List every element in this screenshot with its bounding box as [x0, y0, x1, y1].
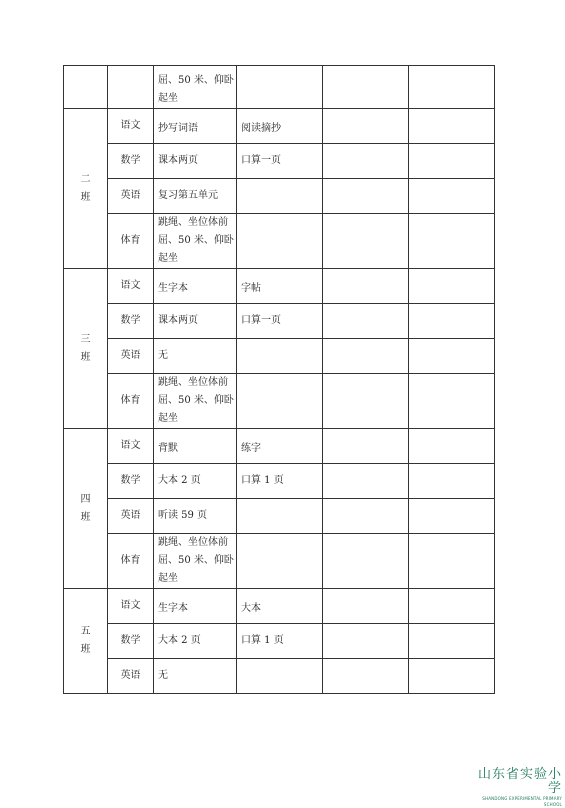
homework-cell — [237, 374, 323, 429]
homework-cell: 无 — [154, 659, 237, 694]
class-name-cell — [64, 109, 108, 269]
empty-cell — [323, 534, 409, 589]
empty-cell — [323, 144, 409, 179]
homework-cell: 跳绳、坐位体前屈、50 米、仰卧起坐 — [154, 534, 237, 589]
class-name: 三班 — [80, 333, 91, 363]
homework-cell — [237, 534, 323, 589]
homework-cell: 抄写词语 — [154, 109, 237, 144]
subject-cell: 英语 — [108, 179, 154, 214]
empty-cell — [409, 464, 495, 499]
empty-cell — [409, 624, 495, 659]
empty-cell — [409, 144, 495, 179]
homework-cell — [237, 659, 323, 694]
empty-cell — [323, 429, 409, 464]
homework-cell: 无 — [154, 339, 237, 374]
homework-cell: 课本两页 — [154, 144, 237, 179]
empty-cell — [323, 589, 409, 624]
homework-cell — [237, 179, 323, 214]
homework-cell — [237, 339, 323, 374]
table-row — [64, 109, 495, 144]
empty-cell — [409, 269, 495, 304]
table-row — [64, 339, 495, 374]
homework-cell: 口算一页 — [237, 304, 323, 339]
homework-cell: 口算 1 页 — [237, 624, 323, 659]
table-row — [64, 589, 495, 624]
empty-cell — [409, 589, 495, 624]
homework-cell — [237, 214, 323, 269]
subject-cell: 数学 — [108, 464, 154, 499]
table-row — [64, 66, 495, 109]
empty-cell — [323, 109, 409, 144]
table-row — [64, 464, 495, 499]
table-row — [64, 144, 495, 179]
homework-cell: 字帖 — [237, 269, 323, 304]
subject-cell: 体育 — [108, 374, 154, 429]
empty-cell — [323, 374, 409, 429]
empty-cell — [409, 429, 495, 464]
table-row — [64, 499, 495, 534]
homework-cell — [237, 499, 323, 534]
empty-cell — [409, 66, 495, 109]
school-logo-english: SHANDONG EXPERIMENTAL PRIMARY SCHOOL — [482, 796, 562, 807]
empty-cell — [323, 304, 409, 339]
subject-cell: 英语 — [108, 339, 154, 374]
homework-cell: 听读 59 页 — [154, 499, 237, 534]
empty-cell — [323, 339, 409, 374]
table-row — [64, 429, 495, 464]
school-logo-name: 山东省实验小学 — [477, 767, 562, 796]
class-name-cell — [64, 429, 108, 589]
empty-cell — [409, 109, 495, 144]
class-name: 五班 — [80, 626, 91, 655]
table-row — [64, 659, 495, 694]
class-name-cell — [64, 269, 108, 429]
class-name: 四班 — [80, 493, 91, 523]
homework-cell: 生字本 — [154, 269, 237, 304]
table-row — [64, 304, 495, 339]
subject-cell: 语文 — [108, 589, 154, 624]
homework-cell: 阅读摘抄 — [237, 109, 323, 144]
empty-cell — [323, 214, 409, 269]
empty-cell — [323, 499, 409, 534]
class-name: 二班 — [80, 173, 91, 203]
table-row — [64, 624, 495, 659]
homework-cell: 跳绳、坐位体前屈、50 米、仰卧起坐 — [154, 374, 237, 429]
subject-cell: 英语 — [108, 659, 154, 694]
empty-cell — [409, 534, 495, 589]
homework-cell: 复习第五单元 — [154, 179, 237, 214]
homework-cell: 背默 — [154, 429, 237, 464]
homework-cell: 练字 — [237, 429, 323, 464]
table-row — [64, 179, 495, 214]
subject-cell: 数学 — [108, 304, 154, 339]
class-name-cell — [64, 589, 108, 694]
empty-cell — [323, 464, 409, 499]
homework-cell: 屈、50 米、仰卧起坐 — [154, 66, 237, 109]
subject-cell: 体育 — [108, 534, 154, 589]
empty-cell — [323, 66, 409, 109]
homework-table — [63, 65, 495, 694]
school-logo — [470, 768, 562, 808]
empty-cell — [323, 659, 409, 694]
subject-cell: 英语 — [108, 499, 154, 534]
table-row — [64, 374, 495, 429]
empty-cell — [409, 179, 495, 214]
empty-cell — [409, 499, 495, 534]
empty-cell — [323, 269, 409, 304]
subject-cell: 数学 — [108, 624, 154, 659]
empty-cell — [409, 339, 495, 374]
homework-cell: 生字本 — [154, 589, 237, 624]
table-row — [64, 534, 495, 589]
homework-cell: 大本 2 页 — [154, 624, 237, 659]
subject-cell: 体育 — [108, 214, 154, 269]
homework-cell: 课本两页 — [154, 304, 237, 339]
empty-cell — [409, 304, 495, 339]
empty-cell — [409, 214, 495, 269]
homework-cell: 跳绳、坐位体前屈、50 米、仰卧起坐 — [154, 214, 237, 269]
subject-cell: 语文 — [108, 429, 154, 464]
subject-cell: 数学 — [108, 144, 154, 179]
homework-cell: 大本 2 页 — [154, 464, 237, 499]
homework-cell: 口算 1 页 — [237, 464, 323, 499]
class-cell — [64, 66, 108, 109]
subject-cell: 语文 — [108, 269, 154, 304]
homework-cell — [237, 66, 323, 109]
subject-cell: 语文 — [108, 109, 154, 144]
homework-cell: 口算一页 — [237, 144, 323, 179]
empty-cell — [323, 624, 409, 659]
table-row — [64, 214, 495, 269]
empty-cell — [409, 659, 495, 694]
empty-cell — [409, 374, 495, 429]
table-row — [64, 269, 495, 304]
subject-cell — [108, 66, 154, 109]
homework-cell: 大本 — [237, 589, 323, 624]
empty-cell — [323, 179, 409, 214]
